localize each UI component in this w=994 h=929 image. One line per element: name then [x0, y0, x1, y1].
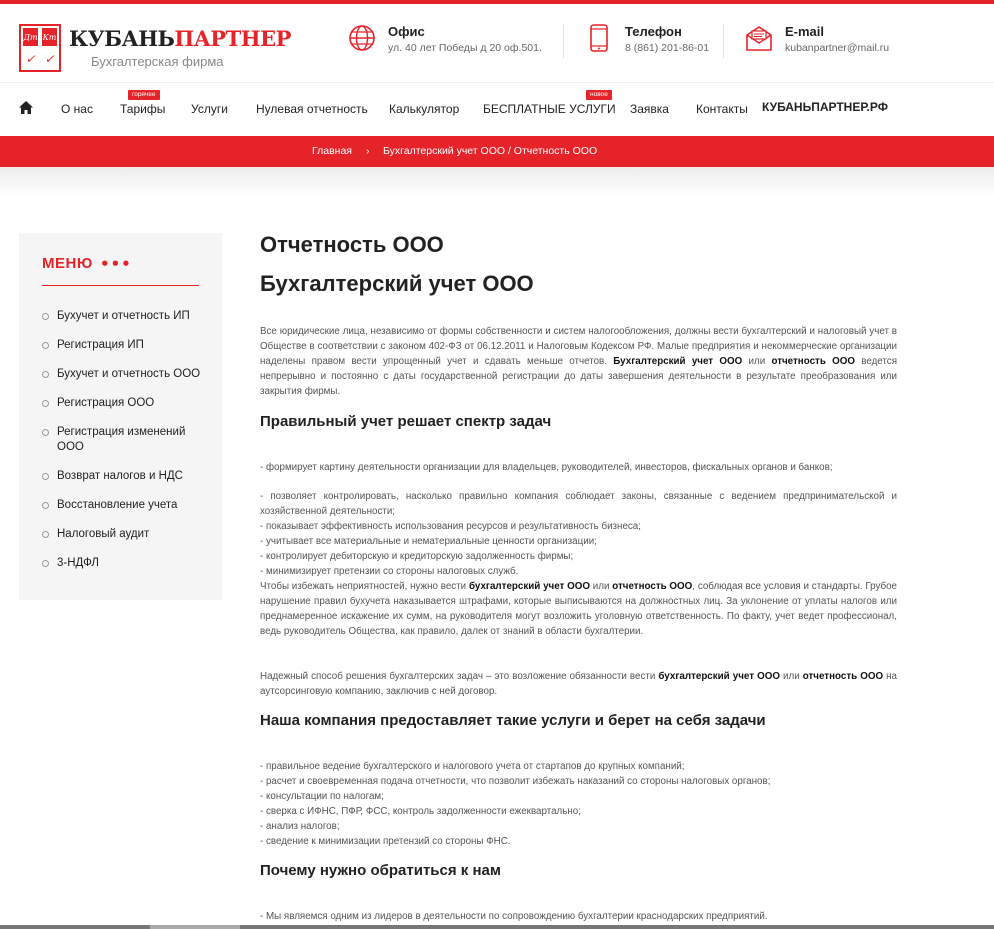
divider — [563, 24, 564, 58]
list-item: - анализ налогов; — [260, 821, 340, 832]
page-title: Отчетность ООО — [260, 232, 444, 257]
circle-bullet-icon — [42, 502, 49, 509]
warn-text-1: Чтобы избежать неприятностей, нужно вести — [260, 581, 469, 592]
circle-bullet-icon — [42, 313, 49, 320]
globe-icon — [348, 24, 376, 52]
list-item: - показывает эффективность использования ресурсов и результативность бизнеса; — [260, 521, 641, 532]
mail-icon — [745, 24, 773, 52]
list-item: - сведение к минимизации претензий со стороны ФНС. — [260, 836, 511, 847]
nav-item-zero-reporting[interactable]: Нулевая отчетность — [256, 102, 368, 116]
intro-bold-1: Бухгалтерский учет ООО — [613, 356, 743, 367]
sidebar-item-label: Возврат налогов и НДС — [57, 470, 183, 482]
nav-item-about[interactable]: О нас — [61, 102, 93, 116]
check-icon: ✓ — [42, 50, 57, 68]
heading-why: Почему нужно обратиться к нам — [260, 862, 501, 879]
nav-item-contacts[interactable]: Контакты — [696, 102, 748, 116]
warn-bold-1: бухгалтерский учет ООО — [468, 581, 590, 592]
list-item: - сверка с ИФНС, ПФР, ФСС, контроль задолженности ежеквартально; — [260, 806, 581, 817]
sidebar-item-label: Бухучет и отчетность ИП — [57, 310, 190, 322]
badge-hot: горячее — [128, 90, 160, 100]
warn-text-2: или — [589, 581, 613, 592]
sidebar-item-ip-registration[interactable] — [42, 338, 212, 353]
list-item: - позволяет контролировать, насколько правильно компания соблюдает законы, связанные с ведением предпринимательской и хозяйственной деятельности; — [260, 491, 897, 517]
nav-item-free-services[interactable]: БЕСПЛАТНЫЕ УСЛУГИ — [483, 102, 616, 116]
scrollbar-thumb[interactable] — [150, 925, 240, 929]
heading-tasks: Правильный учет решает спектр задач — [260, 413, 552, 430]
reliable-text-2: или — [779, 671, 803, 682]
sidebar-item-3ndfl[interactable] — [42, 556, 212, 571]
sidebar-item-label: Налоговый аудит — [57, 528, 150, 540]
page-subtitle: Бухгалтерский учет ООО — [260, 271, 534, 296]
sidebar-divider — [42, 285, 199, 286]
reliable-text-3: на аутсорсинговую компанию, заключив с ней договор. — [260, 671, 898, 697]
heading-services: Наша компания предоставляет такие услуги и берет на себя задачи — [260, 712, 766, 729]
phone-icon — [585, 24, 613, 52]
list-item: - минимизирует претензии со стороны налоговых служб. — [260, 566, 519, 577]
sidebar-item-ooo-registration[interactable] — [42, 396, 212, 411]
contact-phone — [585, 22, 725, 62]
nav-item-tariffs[interactable]: Тарифы — [120, 102, 166, 116]
divider — [723, 24, 724, 58]
sidebar-item-label: Регистрация ООО — [57, 397, 155, 409]
circle-bullet-icon — [42, 371, 49, 378]
contact-office-value: ул. 40 лет Победы д 20 оф.501. — [388, 42, 542, 54]
sidebar-item-label: 3-НДФЛ — [57, 557, 99, 569]
warn-bold-2: отчетность ООО — [612, 581, 693, 592]
list-item: - правильное ведение бухгалтерского и налогового учета от стартапов до крупных компаний; — [260, 761, 685, 772]
circle-bullet-icon — [42, 531, 49, 538]
main-nav — [0, 82, 994, 136]
list-item: - консультации по налогам; — [260, 791, 384, 802]
breadcrumb — [0, 136, 994, 167]
contact-email — [745, 22, 905, 62]
logo-title — [69, 26, 291, 51]
intro-bold-2: отчетность ООО — [771, 356, 855, 367]
reliable-paragraph — [260, 669, 897, 699]
sidebar-item-label: Бухучет и отчетность ООО — [57, 368, 201, 380]
sidebar-menu — [19, 233, 222, 600]
sidebar-item-restore-accounting[interactable] — [42, 498, 212, 513]
logo-title-part1: КУБАНЬ — [69, 26, 175, 51]
breadcrumb-separator: › — [366, 145, 370, 157]
sidebar-item-tax-audit[interactable] — [42, 527, 212, 542]
intro-text-2: или — [742, 356, 772, 367]
reliable-bold-2: отчетность ООО — [802, 671, 884, 682]
circle-bullet-icon — [42, 473, 49, 480]
circle-bullet-icon — [42, 560, 49, 567]
sidebar-item-label: Регистрация изменений ООО — [57, 426, 186, 453]
logo-badge-icon — [19, 24, 61, 72]
list-item: - учитывает все материальные и нематериальные ценности организации; — [260, 536, 597, 547]
sidebar-item-label: Регистрация ИП — [57, 339, 144, 351]
sidebar-item-ip-accounting[interactable] — [42, 309, 212, 324]
circle-bullet-icon — [42, 429, 49, 436]
nav-item-calculator[interactable]: Калькулятор — [389, 102, 460, 116]
warn-text-3: , соблюдая все условия и стандарты. Грубое нарушение правил бухучета наказывается штрафами, которые выписываются на должностных лиц. За уклонение от уплаты налогов или преднамеренное искажение их сумм, на руководителя могут возложить уголовную ответственность. По факту, учет ведет профессионал, ведь руководитель Общества, как правило, далек от знаний в области бухгалтерии. — [260, 581, 897, 637]
sidebar-title: МЕНЮ — [42, 255, 93, 272]
logo-subtitle: Бухгалтерская фирма — [91, 54, 224, 69]
breadcrumb-home[interactable]: Главная — [312, 145, 352, 157]
sidebar-item-ooo-changes[interactable] — [42, 425, 192, 455]
sidebar-item-label: Восстановление учета — [57, 499, 178, 511]
reliable-text-1: Надежный способ решения бухгалтерских задач – это возложение обязанности вести — [260, 671, 659, 682]
badge-new: новое — [586, 90, 612, 100]
list-item: - Мы являемся одним из лидеров в деятельности по сопровождению бухгалтерии краснодарских предприятий. — [260, 911, 768, 922]
home-icon[interactable] — [19, 101, 33, 114]
contact-office-label: Офис — [388, 24, 425, 39]
site-header — [0, 4, 994, 82]
list-item: - расчет и своевременная подача отчетности, что позволит избежать наказаний со стороны налоговых органов; — [260, 776, 771, 787]
circle-bullet-icon — [42, 400, 49, 407]
logo-badge-credit: Кт — [42, 28, 57, 46]
nav-item-services[interactable]: Услуги — [191, 102, 228, 116]
sidebar-item-ooo-accounting[interactable] — [42, 367, 212, 382]
intro-text-3: ведется непрерывно и постоянно с даты государственной регистрации до даты завершения деятельности в результате преобразования или закрытия фирмы. — [260, 356, 898, 397]
nav-item-request[interactable]: Заявка — [630, 102, 669, 116]
check-icon: ✓ — [23, 50, 38, 68]
sidebar-dots: ••• — [100, 255, 132, 273]
logo[interactable] — [19, 24, 291, 76]
logo-title-part2: ПАРТНЕР — [174, 26, 291, 51]
horizontal-scrollbar[interactable] — [0, 925, 994, 929]
reliable-bold-1: бухгалтерский учет ООО — [658, 671, 780, 682]
contact-office — [348, 22, 548, 62]
circle-bullet-icon — [42, 342, 49, 349]
contact-phone-label: Телефон — [625, 24, 682, 39]
logo-badge-debit: Дт — [23, 28, 38, 46]
contact-phone-value[interactable]: 8 (861) 201-86-01 — [625, 42, 710, 54]
intro-paragraph — [260, 324, 897, 399]
warning-paragraph — [260, 579, 897, 639]
sidebar-item-tax-refund[interactable] — [42, 469, 212, 484]
nav-item-domain[interactable]: КУБАНЬПАРТНЕР.РФ — [762, 100, 888, 114]
contact-email-value[interactable]: kubanpartner@mail.ru — [785, 42, 890, 54]
list-item: - контролирует дебиторскую и кредиторскую задолженность фирмы; — [260, 551, 574, 562]
contact-email-label: E-mail — [785, 24, 825, 39]
header-shadow — [0, 167, 994, 197]
breadcrumb-current: Бухгалтерский учет ООО / Отчетность ООО — [383, 145, 598, 157]
intro-text-1: Все юридические лица, независимо от формы собственности и систем налогообложения, должны вести бухгалтерский и налоговый учет в Обществе в соответствии с законом 402-ФЗ от 06.12.2011 и Налоговым Кодексом РФ. Малые предприятия и некоммерческие организации наделены правом вести упрощенный учет и сдавать меньше отчетов. — [260, 326, 897, 367]
list-item: - формирует картину деятельности организации для владельцев, руководителей, инвесторов, фискальных органов и банков; — [260, 462, 833, 473]
